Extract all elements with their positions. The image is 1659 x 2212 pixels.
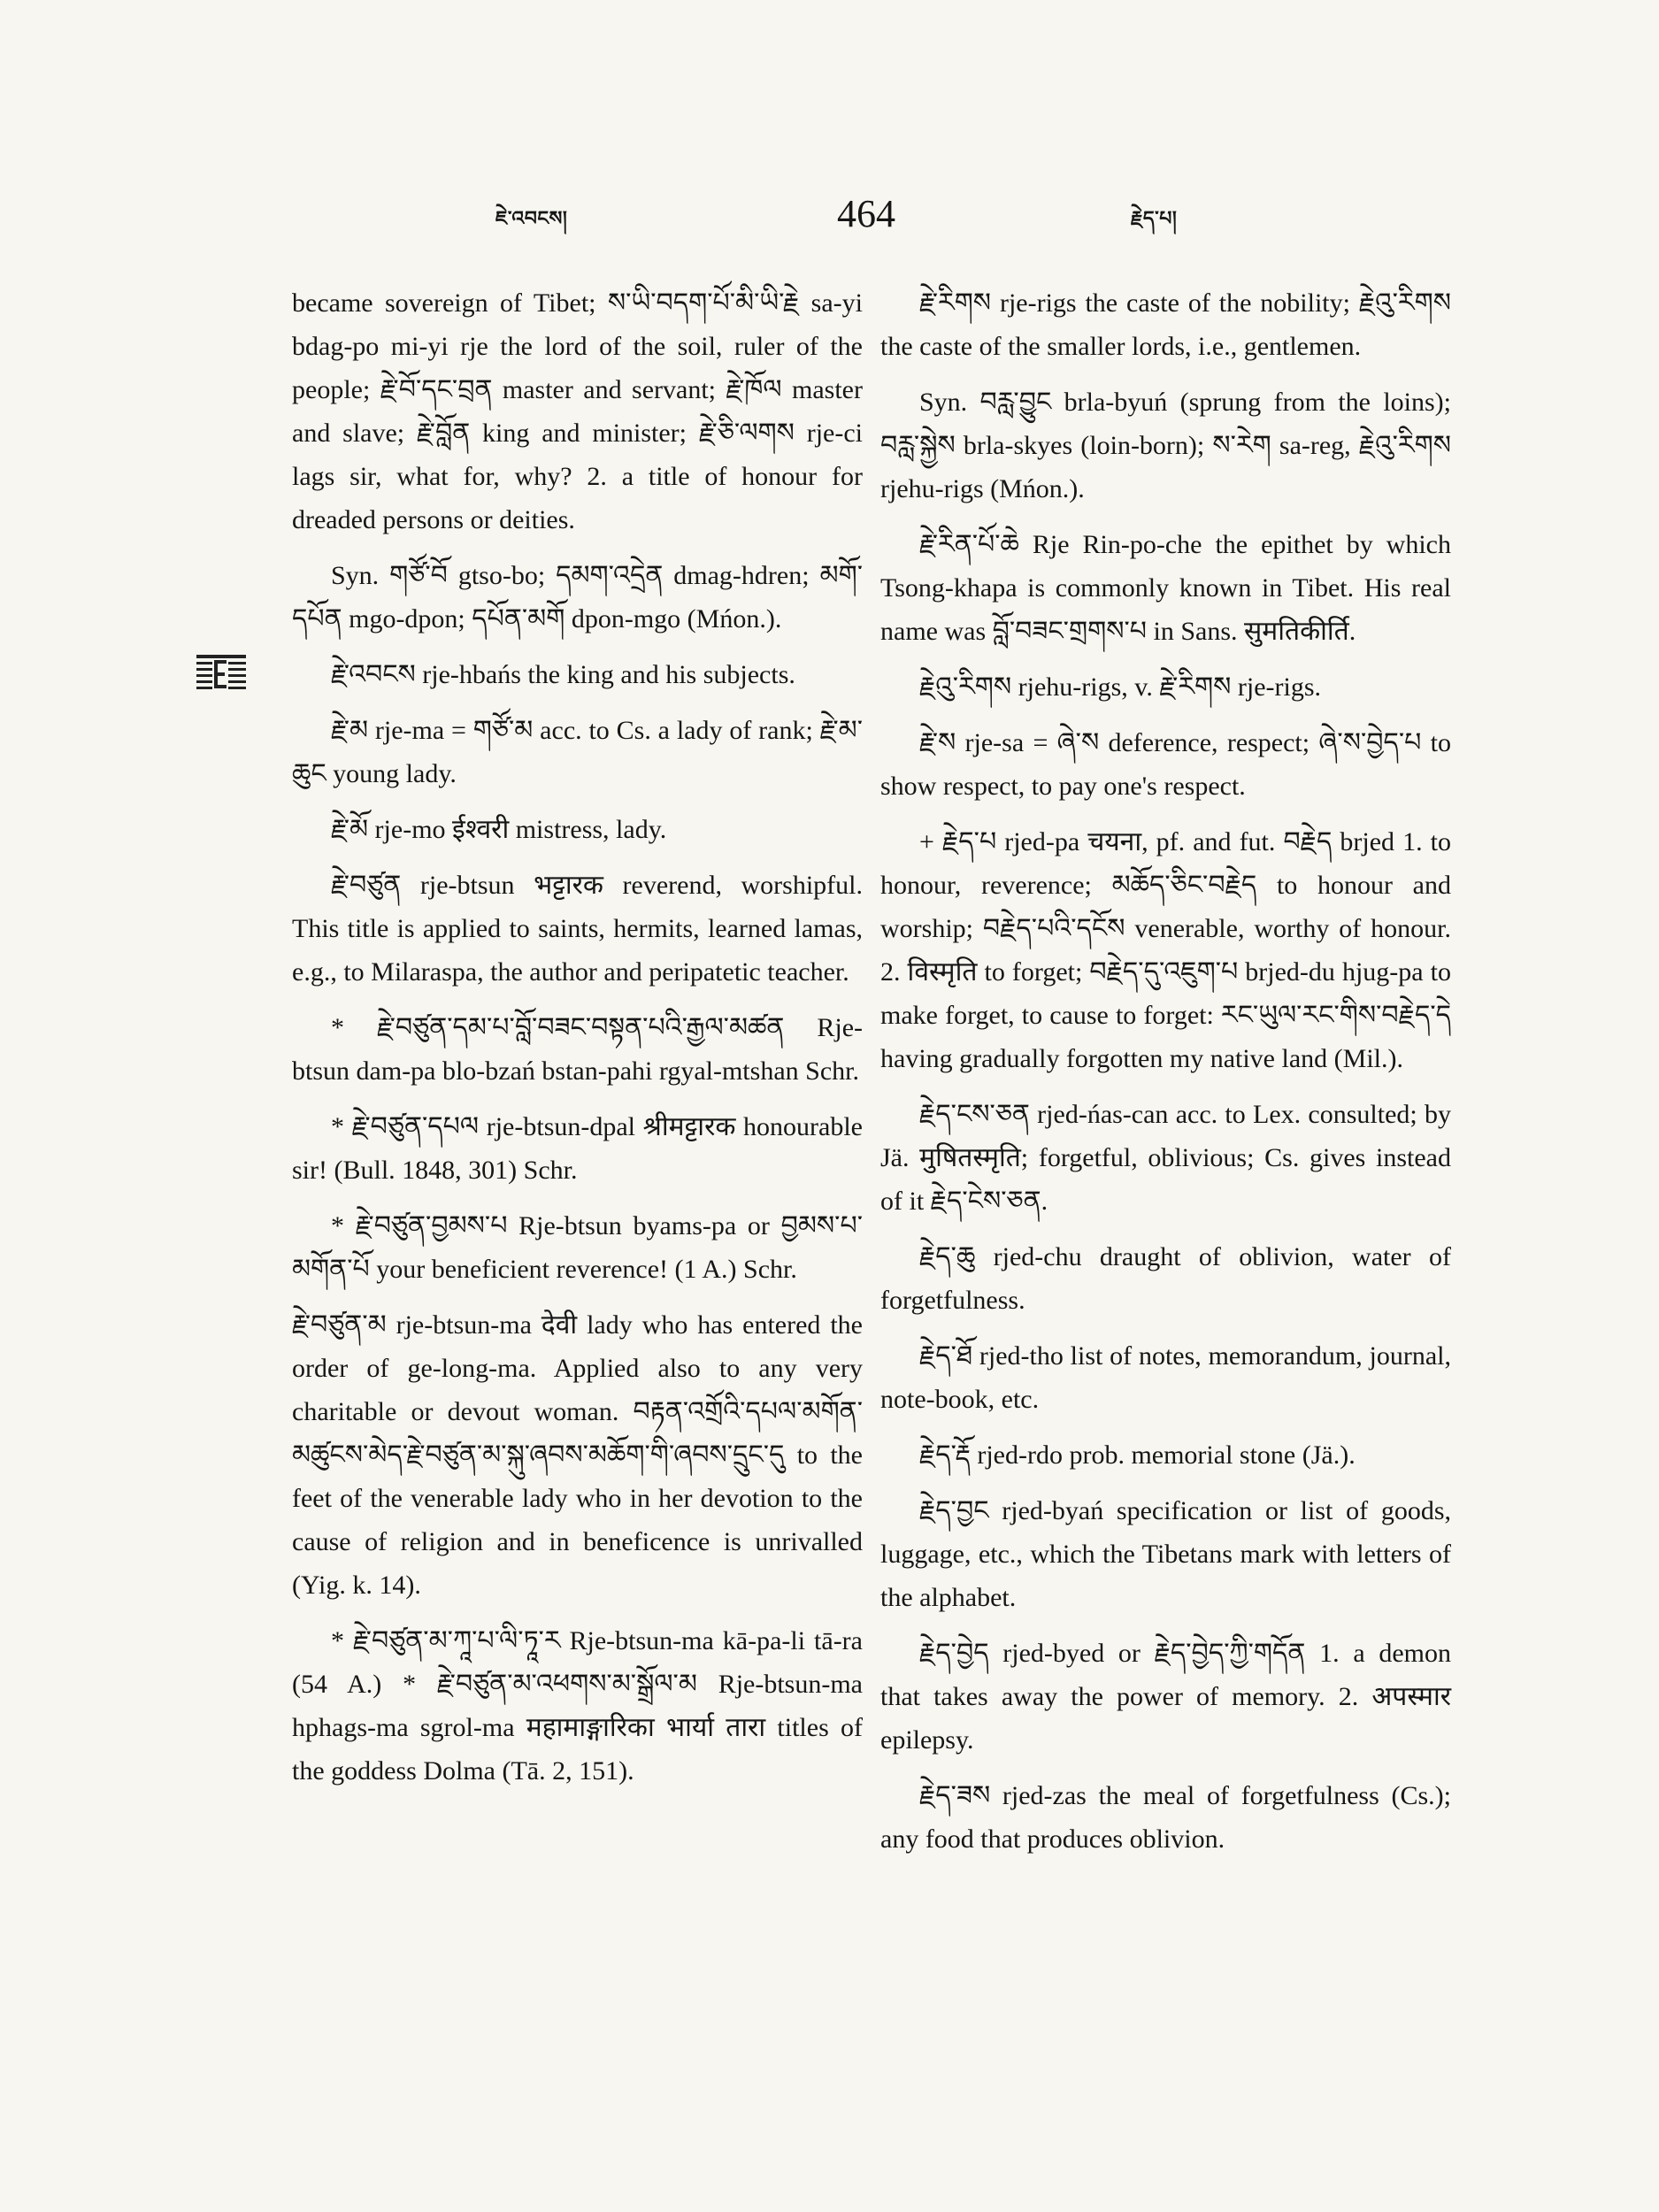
dictionary-entry: རྗེད་ཆུ rjed-chu draught of oblivion, water of forgetfulness. xyxy=(880,1242,1451,1315)
dictionary-entry: རྗེ་མོ rje-mo ईश्वरी mistress, lady. xyxy=(331,815,667,844)
dictionary-entry: + རྗེད་པ rjed-pa चयना, pf. and fut. བརྗེད brjed 1. to honour, reverence; མཆོད་ཅིང་བརྗེད to honour and worship; བརྗེད་པའི་དངོས venerable, worthy of honour. 2. विस्मृति to forget; བརྗེད་དུ་འཇུག་པ brjed-du hjug-pa to make forget, to cause to forget: རང་ཡུལ་རང་གིས་བརྗེད་དེ having gradually forgotten my native land (Mil.). xyxy=(880,827,1451,1073)
dictionary-entry: རྗེའུ་རིགས rjehu-rigs, v. རྗེ་རིགས rje-rigs. xyxy=(919,672,1322,702)
left-column xyxy=(292,281,863,1805)
dictionary-entry: རྗེད་བྱང rjed-byań specification or list of goods, luggage, etc., which the Tibetans mark with letters of the alphabet. xyxy=(880,1496,1451,1612)
dictionary-entry: * རྗེ་བཙུན་དམ་པ་བློ་བཟང་བསྟན་པའི་རྒྱལ་མཚན Rje-btsun dam-pa blo-bzań bstan-pahi rgyal-mtshan Schr. xyxy=(292,1013,863,1086)
right-running-headword: རྗེད་པ། xyxy=(1131,208,1178,230)
dictionary-entry: Syn. བརླ་བྱུང brla-byuń (sprung from the loins); བརླ་སྐྱེས brla-skyes (loin-born); ས་རེག sa-reg, རྗེའུ་རིགས rjehu-rigs (Mńon.). xyxy=(880,388,1451,503)
dictionary-entry: Syn. གཙོ་བོ gtso-bo; དམག་འདྲེན dmag-hdren; མགོ་དཔོན mgo-dpon; དཔོན་མགོ dpon-mgo (Mńon.). xyxy=(292,561,863,634)
dictionary-entry: became sovereign of Tibet; ས་ཡི་བདག་པོ་མི་ཡི་རྗེ sa-yi bdag-po mi-yi rje the lord of the soil, ruler of the people; རྗེ་བོ་དང་བྲན master and servant; རྗེ་ཁོལ master and slave; རྗེ་བློན king and minister; རྗེ་ཅི་ལགས rje-ci lags sir, what for, why? 2. a title of honour for dreaded persons or deities. xyxy=(292,288,863,534)
page-header xyxy=(0,192,1659,250)
dictionary-entry: རྗེད་ཐོ rjed-tho list of notes, memorandum, journal, note-book, etc. xyxy=(880,1341,1451,1414)
dictionary-entry: * རྗེ་བཙུན་བྱམས་པ Rje-btsun byams-pa or བྱམས་པ་མགོན་པོ your beneficient reverence! (1 A.) Schr. xyxy=(292,1211,863,1284)
dictionary-entry: རྗེ་འབངས rje-hbańs the king and his subjects. xyxy=(331,660,795,689)
dictionary-entry: རྗེ་རིན་པོ་ཆེ Rje Rin-po-che the epithet by which Tsong-khapa is commonly known in Tibet. His real name was བློ་བཟང་གྲགས་པ in Sans. सुमतिकीर्ति. xyxy=(880,530,1451,646)
dictionary-entry: རྗེད་རྡོ rjed-rdo prob. memorial stone (Jä.). xyxy=(919,1440,1356,1470)
dictionary-entry: རྗེ་བཙུན rje-btsun भट्टारक reverend, worshipful. This title is applied to saints, hermits, learned lamas, e.g., to Milaraspa, the author and peripatetic teacher. xyxy=(292,871,863,987)
right-column xyxy=(880,281,1451,1873)
dictionary-entry: རྗེ་བཙུན་མ rje-btsun-ma देवी lady who has entered the order of ge-long-ma. Applied also to any very charitable or devout woman. བརྟན་འགྲོའི་དཔལ་མགོན་མཚུངས་མེད་རྗེ་བཙུན་མ་སྐུ་ཞབས་མཆོག་གི་ཞབས་དྲུང་དུ to the feet of the venerable lady who in her devotion to the cause of religion and in beneficence is unrivalled (Yig. k. 14). xyxy=(292,1310,863,1600)
dictionary-entry: རྗེ་མ rje-ma = གཙོ་མ acc. to Cs. a lady of rank; རྗེ་མ་ཆུང young lady. xyxy=(292,716,863,788)
dictionary-entry: རྗེ་རིགས rje-rigs the caste of the nobility; རྗེའུ་རིགས the caste of the smaller lords, i.e., gentlemen. xyxy=(880,288,1451,361)
dictionary-entry: རྗེ་ས rje-sa = ཞེ་ས deference, respect; ཞེ་ས་བྱེད་པ to show respect, to pay one's respect. xyxy=(880,728,1451,801)
page-number: 464 xyxy=(837,192,895,235)
dictionary-entry: རྗེད་བྱེད rjed-byed or རྗེད་བྱེད་ཀྱི་གདོན 1. a demon that takes away the power of memory. 2. अपस्मार epilepsy. xyxy=(880,1639,1451,1755)
dictionary-entry: * རྗེ་བཙུན་དཔལ rje-btsun-dpal श्रीमट्टारक honourable sir! (Bull. 1848, 301) Schr. xyxy=(292,1112,863,1185)
dictionary-entry: རྗེད་ཟས rjed-zas the meal of forgetfulness (Cs.); any food that produces oblivion. xyxy=(880,1781,1451,1854)
section-marker-icon xyxy=(196,655,246,694)
dictionary-entry: * རྗེ་བཙུན་མ་ཀཱ་པ་ལི་ཏཱ་ར Rje-btsun-ma kā-pa-li tā-ra (54 A.) * རྗེ་བཙུན་མ་འཕགས་མ་སྒྲོལ་མ Rje-btsun-ma hphags-ma sgrol-ma महामाङ्गारिका भार्या तारा titles of the goddess Dolma (Tā. 2, 151). xyxy=(292,1626,863,1786)
left-running-headword: ཇེ་འབངས། xyxy=(495,208,568,230)
dictionary-entry: རྗེད་ངས་ཅན rjed-ńas-can acc. to Lex. consulted; by Jä. मुषितस्मृति; forgetful, oblivious; Cs. gives instead of it རྗེད་ངེས་ཅན. xyxy=(880,1100,1451,1216)
